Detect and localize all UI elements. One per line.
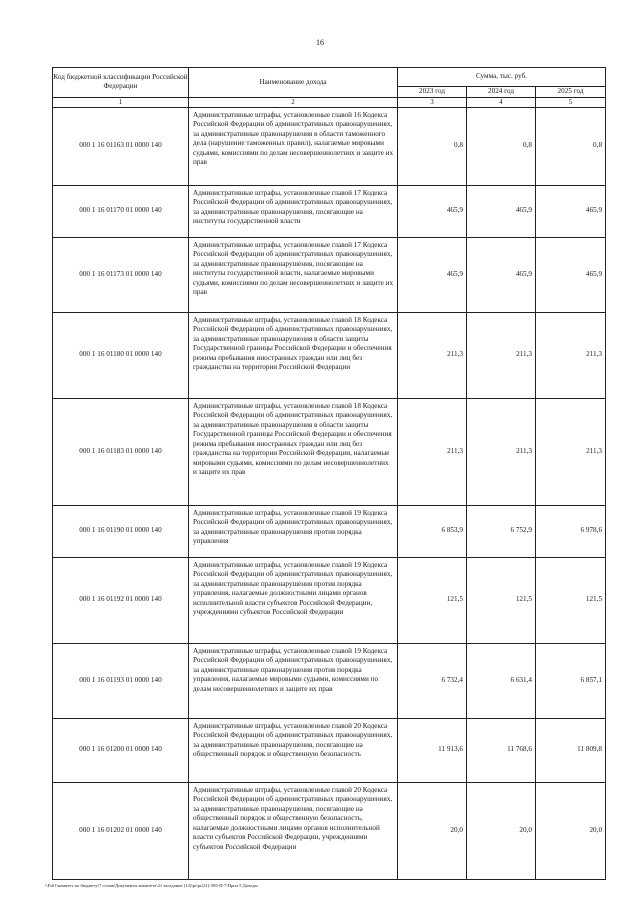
- budget-code: 000 1 16 01163 01 0000 140: [53, 107, 189, 185]
- amount-2024: 121,5: [467, 557, 536, 643]
- table-row: [53, 643, 606, 718]
- amount-2023: 0,8: [398, 107, 467, 185]
- amount-2025: 20,0: [536, 782, 606, 879]
- table-row: [53, 237, 606, 312]
- table-row: [53, 718, 606, 782]
- amount-2025: 211,3: [536, 398, 606, 505]
- column-index: 5: [536, 97, 606, 107]
- amount-2025: 465,9: [536, 185, 606, 237]
- revenue-name: Административные штрафы, установленные главой 20 Кодекса Российской Федерации об административных правонарушениях, за административные правонарушения, посягающие на общественный порядок и общественную безопасность, налагаемые должностными лицами органов исполнительной власти субъектов Российской Федерации, учреждениями субъектов Российской Федерации: [189, 782, 398, 879]
- amount-2025: 211,3: [536, 312, 606, 398]
- table-row: [53, 782, 606, 879]
- column-index: 2: [189, 97, 398, 107]
- table-row: [53, 185, 606, 237]
- page-number: 16: [316, 38, 324, 47]
- revenue-name: Административные штрафы, установленные главой 19 Кодекса Российской Федерации об административных правонарушениях, за административные правонарушения против порядка управления: [189, 505, 398, 557]
- revenue-name: Административные штрафы, установленные главой 19 Кодекса Российской Федерации об административных правонарушениях, за административные правонарушения против порядка управления, налагаемые мировыми судьями, комиссиями по делам несовершеннолетних и защите их прав: [189, 643, 398, 718]
- amount-2025: 0,8: [536, 107, 606, 185]
- column-index: 3: [398, 97, 467, 107]
- table-row: [53, 398, 606, 505]
- amount-2024: 465,9: [467, 237, 536, 312]
- budget-code: 000 1 16 01190 01 0000 140: [53, 505, 189, 557]
- budget-code: 000 1 16 01193 01 0000 140: [53, 643, 189, 718]
- revenue-name: Административные штрафы, установленные главой 18 Кодекса Российской Федерации об административных правонарушениях, за административные правонарушения в области защиты Государственной границы Российской Федерации и обеспечения режима пребывания иностранных граждан или лиц без гражданства на территории Российской Федерации, налагаемые мировыми судьями, комиссиями по делам несовершеннолетних и защите их прав: [189, 398, 398, 505]
- budget-code: 000 1 16 01200 01 0000 140: [53, 718, 189, 782]
- budget-code: 000 1 16 01192 01 0000 140: [53, 557, 189, 643]
- budget-code: 000 1 16 01202 01 0000 140: [53, 782, 189, 879]
- amount-2023: 211,3: [398, 398, 467, 505]
- revenue-name: Административные штрафы, установленные главой 17 Кодекса Российской Федерации об административных правонарушениях, за административные правонарушения, посягающие на институты государственной власти: [189, 185, 398, 237]
- budget-code: 000 1 16 01180 01 0000 140: [53, 312, 189, 398]
- amount-2023: 211,3: [398, 312, 467, 398]
- amount-2025: 121,5: [536, 557, 606, 643]
- amount-2024: 465,9: [467, 185, 536, 237]
- revenue-name: Административные штрафы, установленные главой 16 Кодекса Российской Федерации об административных правонарушениях, за административные правонарушения в области таможенного дела (нарушение таможенных правил), налагаемые мировыми судьями, комиссиями по делам несовершеннолетних и защите их прав: [189, 107, 398, 185]
- amount-2023: 20,0: [398, 782, 467, 879]
- header-year-2023: 2023 год: [398, 87, 467, 98]
- revenue-name: Административные штрафы, установленные главой 19 Кодекса Российской Федерации об административных правонарушениях, за административные правонарушения против порядка управления, налагаемые должностными лицами органов исполнительной власти субъектов Российской Федерации, учреждениями субъектов Российской Федерации: [189, 557, 398, 643]
- budget-code: 000 1 16 01183 01 0000 140: [53, 398, 189, 505]
- amount-2024: 6 752,9: [467, 505, 536, 557]
- budget-revenue-table: [52, 67, 606, 880]
- amount-2023: 6 732,4: [398, 643, 467, 718]
- amount-2023: 6 853,9: [398, 505, 467, 557]
- budget-code: 000 1 16 01170 01 0000 140: [53, 185, 189, 237]
- revenue-name: Административные штрафы, установленные главой 20 Кодекса Российской Федерации об административных правонарушениях, за административные правонарушения, посягающие на общественный порядок и общественную безопасность: [189, 718, 398, 782]
- amount-2025: 465,9: [536, 237, 606, 312]
- table-row: [53, 107, 606, 185]
- amount-2024: 6 631,4: [467, 643, 536, 718]
- header-name: Наименование дохода: [189, 68, 398, 98]
- column-index: 1: [53, 97, 189, 107]
- amount-2024: 211,3: [467, 312, 536, 398]
- amount-2025: 6 978,6: [536, 505, 606, 557]
- amount-2023: 465,9: [398, 185, 467, 237]
- header-sum: Сумма, тыс. руб.: [398, 68, 606, 87]
- amount-2025: 6 857,1: [536, 643, 606, 718]
- amount-2023: 465,9: [398, 237, 467, 312]
- amount-2023: 121,5: [398, 557, 467, 643]
- amount-2024: 20,0: [467, 782, 536, 879]
- header-code: Код бюджетной классификации Российской Федерации: [53, 68, 189, 98]
- amount-2023: 11 913,6: [398, 718, 467, 782]
- footer-file-path: \\Fs01\комитет по бюджету\7 созыв\Документы комитета\21 заседание (12)\pr\pr(21)-385-П-7\Прил 5 Доходы: [45, 883, 258, 888]
- revenue-name: Административные штрафы, установленные главой 18 Кодекса Российской Федерации об административных правонарушениях, за административные правонарушения в области защиты Государственной границы Российской Федерации и обеспечения режима пребывания иностранных граждан или лиц без гражданства на территории Российской Федерации: [189, 312, 398, 398]
- revenue-name: Административные штрафы, установленные главой 17 Кодекса Российской Федерации об административных правонарушениях, за административные правонарушения, посягающие на институты государственной власти, налагаемые мировыми судьями, комиссиями по делам несовершеннолетних и защите их прав: [189, 237, 398, 312]
- amount-2024: 211,3: [467, 398, 536, 505]
- table-row: [53, 505, 606, 557]
- column-index: 4: [467, 97, 536, 107]
- amount-2024: 11 768,6: [467, 718, 536, 782]
- header-year-2024: 2024 год: [467, 87, 536, 98]
- header-year-2025: 2025 год: [536, 87, 606, 98]
- amount-2024: 0,8: [467, 107, 536, 185]
- budget-code: 000 1 16 01173 01 0000 140: [53, 237, 189, 312]
- table-row: [53, 312, 606, 398]
- table-row: [53, 557, 606, 643]
- amount-2025: 11 809,8: [536, 718, 606, 782]
